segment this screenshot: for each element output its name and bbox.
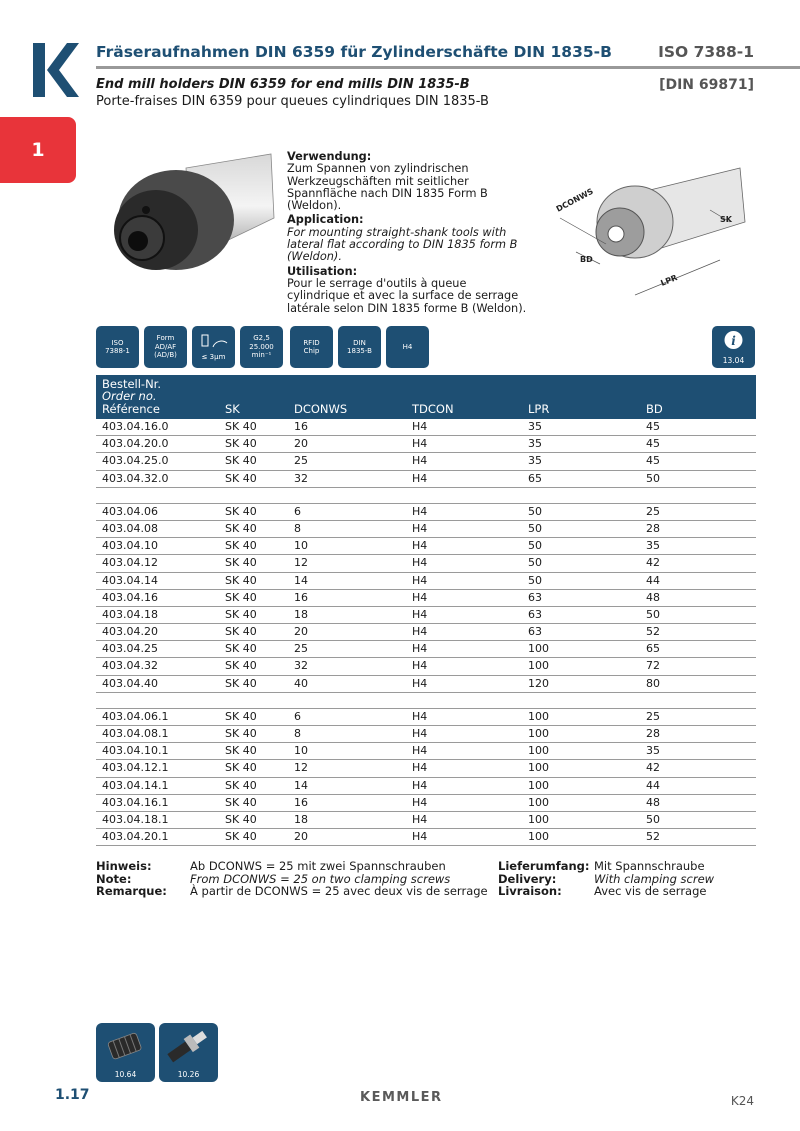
cell-tdcon: H4 — [412, 812, 428, 826]
cell-sk: SK 40 — [225, 454, 257, 468]
cell-tdcon: H4 — [412, 454, 428, 468]
cell-dconws: 16 — [294, 795, 308, 809]
cell-sk: SK 40 — [225, 504, 257, 518]
cell-sk: SK 40 — [225, 744, 257, 758]
cell-bd: 45 — [646, 437, 660, 451]
cell-lpr: 100 — [528, 795, 549, 809]
hint-label-en: Note: — [96, 871, 132, 886]
cell-tdcon: H4 — [412, 437, 428, 451]
balance-badge: G2,5 25.000 min⁻¹ — [240, 326, 283, 368]
cell-dconws: 14 — [294, 778, 308, 792]
table-row[interactable] — [96, 624, 756, 641]
cell-order-no: 403.04.16.1 — [102, 795, 169, 809]
kemmler-logo — [33, 43, 79, 97]
cell-bd: 52 — [646, 625, 660, 639]
cell-bd: 35 — [646, 744, 660, 758]
cell-order-no: 403.04.12 — [102, 556, 158, 570]
cell-lpr: 100 — [528, 812, 549, 826]
cell-sk: SK 40 — [225, 761, 257, 775]
cell-sk: SK 40 — [225, 625, 257, 639]
table-row[interactable] — [96, 760, 756, 777]
svg-text:i: i — [731, 334, 736, 348]
cell-lpr: 100 — [528, 761, 549, 775]
cell-lpr: 100 — [528, 778, 549, 792]
cell-tdcon: H4 — [412, 761, 428, 775]
col-lpr: LPR — [528, 402, 550, 416]
iso-standard: ISO 7388-1 — [658, 43, 754, 61]
cell-bd: 44 — [646, 778, 660, 792]
cell-dconws: 18 — [294, 607, 308, 621]
cell-bd: 50 — [646, 607, 660, 621]
delivery-label-fr: Livraison: — [498, 884, 562, 899]
delivery-label-de: Lieferumfang: — [498, 859, 590, 873]
chapter-number: 1 — [31, 139, 45, 161]
cell-tdcon: H4 — [412, 539, 428, 553]
cell-bd: 35 — [646, 539, 660, 553]
page-title-de: Fräseraufnahmen DIN 6359 für Zylinderschäfte DIN 1835-B — [96, 43, 612, 61]
cell-dconws: 20 — [294, 437, 308, 451]
iso-badge: ISO 7388-1 — [96, 326, 139, 368]
cell-sk: SK 40 — [225, 420, 257, 433]
rfid-badge: RFID Chip — [290, 326, 333, 368]
cell-order-no: 403.04.18 — [102, 607, 158, 621]
table-row[interactable] — [96, 538, 756, 555]
cell-dconws: 32 — [294, 471, 308, 485]
screw-icon — [96, 1023, 155, 1069]
cell-bd: 28 — [646, 727, 660, 740]
cell-lpr: 50 — [528, 573, 542, 587]
info-ref: 13.04 — [722, 356, 745, 365]
cell-dconws: 6 — [294, 504, 301, 518]
accessory-pull-stud[interactable] — [159, 1023, 218, 1082]
cell-bd: 72 — [646, 659, 660, 673]
cell-lpr: 100 — [528, 830, 549, 844]
col-tdcon: TDCON — [412, 402, 454, 416]
info-icon — [712, 326, 755, 356]
col-order-fr: Référence — [102, 402, 160, 416]
delivery-labels — [498, 860, 590, 898]
cell-sk: SK 40 — [225, 437, 257, 451]
cell-order-no: 403.04.32.0 — [102, 471, 169, 485]
cell-bd: 25 — [646, 709, 660, 723]
cell-order-no: 403.04.20 — [102, 625, 158, 639]
dim-label-bd: BD — [580, 255, 593, 264]
page-title-en: End mill holders DIN 6359 for end mills DIN 1835-B — [96, 77, 470, 92]
cell-tdcon: H4 — [412, 607, 428, 621]
cell-dconws: 10 — [294, 539, 308, 553]
table-row[interactable] — [96, 453, 756, 470]
cell-tdcon: H4 — [412, 642, 428, 656]
tolerance-badge: H4 — [386, 326, 429, 368]
cell-sk: SK 40 — [225, 590, 257, 604]
table-row[interactable] — [96, 436, 756, 453]
dim-label-dconws: DCONWS — [554, 186, 595, 214]
cell-bd: 42 — [646, 556, 660, 570]
accessory-ref-1: 10.64 — [114, 1070, 137, 1079]
cell-sk: SK 40 — [225, 642, 257, 656]
cell-bd: 45 — [646, 420, 660, 433]
accessory-ref-2: 10.26 — [177, 1070, 200, 1079]
cell-order-no: 403.04.14 — [102, 573, 158, 587]
description — [287, 151, 532, 317]
cell-bd: 65 — [646, 642, 660, 656]
catalog-code: K24 — [730, 1094, 754, 1108]
info-button[interactable] — [712, 326, 755, 368]
table-row[interactable] — [96, 419, 756, 436]
brand-name: KEMMLER — [360, 1090, 443, 1105]
cell-sk: SK 40 — [225, 709, 257, 723]
col-order-en: Order no. — [102, 389, 157, 403]
dim-label-lpr: LPR — [659, 273, 679, 288]
cell-bd: 42 — [646, 761, 660, 775]
usage-heading-de: Verwendung: — [287, 150, 372, 163]
cell-sk: SK 40 — [225, 778, 257, 792]
cell-dconws: 12 — [294, 761, 308, 775]
cell-lpr: 100 — [528, 709, 549, 723]
table-row[interactable] — [96, 641, 756, 658]
cell-sk: SK 40 — [225, 573, 257, 587]
cell-lpr: 63 — [528, 625, 542, 639]
cell-tdcon: H4 — [412, 778, 428, 792]
cell-tdcon: H4 — [412, 676, 428, 690]
cell-lpr: 100 — [528, 642, 549, 656]
table-row[interactable] — [96, 676, 756, 693]
delivery-text-en: With clamping screw — [594, 871, 715, 886]
col-order-de: Bestell-Nr. — [102, 377, 162, 391]
din-badge: DIN 1835-B — [338, 326, 381, 368]
cell-order-no: 403.04.20.0 — [102, 437, 169, 451]
delivery-text-fr: Avec vis de serrage — [594, 884, 707, 899]
product-table — [96, 419, 756, 846]
page-number: 1.17 — [55, 1087, 90, 1103]
cell-sk: SK 40 — [225, 607, 257, 621]
cell-tdcon: H4 — [412, 471, 428, 485]
table-row[interactable] — [96, 590, 756, 607]
table-row[interactable] — [96, 658, 756, 675]
hint-label-fr: Remarque: — [96, 884, 167, 899]
usage-text-en: For mounting straight-shank tools with lateral flat according to DIN 1835 form B (Weldon). — [287, 225, 518, 264]
notes-labels — [96, 860, 167, 898]
cell-order-no: 403.04.12.1 — [102, 761, 169, 775]
cell-sk: SK 40 — [225, 676, 257, 690]
cell-dconws: 10 — [294, 744, 308, 758]
din-standard: [DIN 69871] — [659, 77, 754, 93]
table-row[interactable] — [96, 471, 756, 488]
cell-sk: SK 40 — [225, 812, 257, 826]
cell-lpr: 50 — [528, 539, 542, 553]
accessory-screw[interactable] — [96, 1023, 155, 1082]
dim-label-sk: SK — [720, 215, 732, 224]
page-title-fr: Porte-fraises DIN 6359 pour queues cylindriques DIN 1835-B — [96, 94, 489, 109]
cell-dconws: 16 — [294, 590, 308, 604]
table-row[interactable] — [96, 709, 756, 726]
hint-label-de: Hinweis: — [96, 859, 152, 873]
col-bd: BD — [646, 402, 663, 416]
cell-dconws: 16 — [294, 420, 308, 433]
cell-sk: SK 40 — [225, 727, 257, 740]
cell-order-no: 403.04.08.1 — [102, 727, 169, 740]
cell-bd: 50 — [646, 812, 660, 826]
col-sk: SK — [225, 402, 240, 416]
cell-lpr: 63 — [528, 607, 542, 621]
usage-text-de: Zum Spannen von zylindrischen Werkzeugschäften mit seitlicher Spannfläche nach DIN 1835 Form B (Weldon). — [287, 162, 488, 213]
cell-tdcon: H4 — [412, 659, 428, 673]
cell-order-no: 403.04.08 — [102, 521, 158, 535]
col-dconws: DCONWS — [294, 402, 348, 416]
cell-sk: SK 40 — [225, 539, 257, 553]
cell-order-no: 403.04.14.1 — [102, 778, 169, 792]
cell-lpr: 100 — [528, 727, 549, 740]
cell-order-no: 403.04.10 — [102, 539, 158, 553]
table-row[interactable] — [96, 812, 756, 829]
form-badge: Form AD/AF (AD/B) — [144, 326, 187, 368]
cell-tdcon: H4 — [412, 521, 428, 535]
cell-lpr: 35 — [528, 454, 542, 468]
cell-tdcon: H4 — [412, 795, 428, 809]
pull-stud-icon — [159, 1023, 218, 1069]
group-separator — [96, 488, 756, 504]
table-row[interactable] — [96, 607, 756, 624]
cell-tdcon: H4 — [412, 625, 428, 639]
product-photo — [96, 148, 276, 288]
cell-order-no: 403.04.18.1 — [102, 812, 169, 826]
cell-bd: 48 — [646, 795, 660, 809]
cell-dconws: 12 — [294, 556, 308, 570]
cell-tdcon: H4 — [412, 504, 428, 518]
usage-heading-en: Application: — [287, 213, 364, 227]
usage-heading-fr: Utilisation: — [287, 264, 358, 278]
table-row[interactable] — [96, 573, 756, 590]
cell-dconws: 14 — [294, 573, 308, 587]
cell-bd: 44 — [646, 573, 660, 587]
header-rule — [96, 66, 800, 69]
cell-dconws: 6 — [294, 709, 301, 723]
cell-dconws: 8 — [294, 727, 301, 740]
cell-tdcon: H4 — [412, 709, 428, 723]
hint-text-de: Ab DCONWS = 25 mit zwei Spannschrauben — [190, 859, 446, 873]
cell-dconws: 20 — [294, 625, 308, 639]
cell-order-no: 403.04.06 — [102, 504, 158, 518]
runout-icon — [199, 333, 229, 353]
cell-dconws: 25 — [294, 642, 308, 656]
cell-sk: SK 40 — [225, 830, 257, 844]
cell-tdcon: H4 — [412, 573, 428, 587]
table-row[interactable] — [96, 521, 756, 538]
cell-dconws: 40 — [294, 676, 308, 690]
cell-dconws: 25 — [294, 454, 308, 468]
cell-lpr: 100 — [528, 659, 549, 673]
cell-bd: 52 — [646, 830, 660, 844]
delivery-label-en: Delivery: — [498, 871, 557, 886]
cell-lpr: 35 — [528, 437, 542, 451]
cell-bd: 25 — [646, 504, 660, 518]
cell-sk: SK 40 — [225, 659, 257, 673]
delivery-text — [594, 860, 714, 898]
cell-order-no: 403.04.32 — [102, 659, 158, 673]
table-row[interactable] — [96, 555, 756, 572]
table-row[interactable] — [96, 743, 756, 760]
cell-lpr: 100 — [528, 744, 549, 758]
cell-dconws: 18 — [294, 812, 308, 826]
dimension-drawing — [540, 160, 760, 300]
cell-order-no: 403.04.25.0 — [102, 454, 169, 468]
cell-tdcon: H4 — [412, 830, 428, 844]
table-row[interactable] — [96, 504, 756, 521]
cell-order-no: 403.04.40 — [102, 676, 158, 690]
cell-tdcon: H4 — [412, 590, 428, 604]
cell-tdcon: H4 — [412, 744, 428, 758]
cell-bd: 50 — [646, 471, 660, 485]
delivery-text-de: Mit Spannschraube — [594, 859, 705, 873]
cell-lpr: 50 — [528, 504, 542, 518]
cell-lpr: 120 — [528, 676, 549, 690]
cell-lpr: 35 — [528, 420, 542, 433]
cell-bd: 48 — [646, 590, 660, 604]
usage-text-fr: Pour le serrage d'outils à queue cylindrique et avec la surface de serrage latérale selon DIN 1835 forme B (Weldon). — [287, 276, 527, 315]
cell-order-no: 403.04.10.1 — [102, 744, 169, 758]
table-row[interactable] — [96, 726, 756, 743]
hint-text-fr: À partir de DCONWS = 25 avec deux vis de serrage — [190, 884, 488, 899]
cell-order-no: 403.04.20.1 — [102, 830, 169, 844]
cell-dconws: 8 — [294, 521, 301, 535]
cell-sk: SK 40 — [225, 471, 257, 485]
notes-text — [190, 860, 488, 898]
cell-tdcon: H4 — [412, 420, 428, 433]
cell-dconws: 32 — [294, 659, 308, 673]
cell-lpr: 50 — [528, 521, 542, 535]
cell-bd: 28 — [646, 521, 660, 535]
cell-order-no: 403.04.06.1 — [102, 709, 169, 723]
cell-order-no: 403.04.25 — [102, 642, 158, 656]
runout-badge: ≤ 3µm — [192, 326, 235, 368]
cell-tdcon: H4 — [412, 556, 428, 570]
table-row[interactable] — [96, 829, 756, 846]
cell-order-no: 403.04.16.0 — [102, 420, 169, 433]
table-row[interactable] — [96, 795, 756, 812]
table-header — [96, 375, 756, 419]
table-row[interactable] — [96, 778, 756, 795]
group-separator — [96, 693, 756, 709]
cell-sk: SK 40 — [225, 795, 257, 809]
cell-lpr: 63 — [528, 590, 542, 604]
hint-text-en: From DCONWS = 25 on two clamping screws — [190, 871, 451, 886]
cell-lpr: 65 — [528, 471, 542, 485]
cell-sk: SK 40 — [225, 521, 257, 535]
cell-tdcon: H4 — [412, 727, 428, 740]
cell-lpr: 50 — [528, 556, 542, 570]
cell-dconws: 20 — [294, 830, 308, 844]
cell-order-no: 403.04.16 — [102, 590, 158, 604]
cell-sk: SK 40 — [225, 556, 257, 570]
cell-bd: 45 — [646, 454, 660, 468]
cell-bd: 80 — [646, 676, 660, 690]
